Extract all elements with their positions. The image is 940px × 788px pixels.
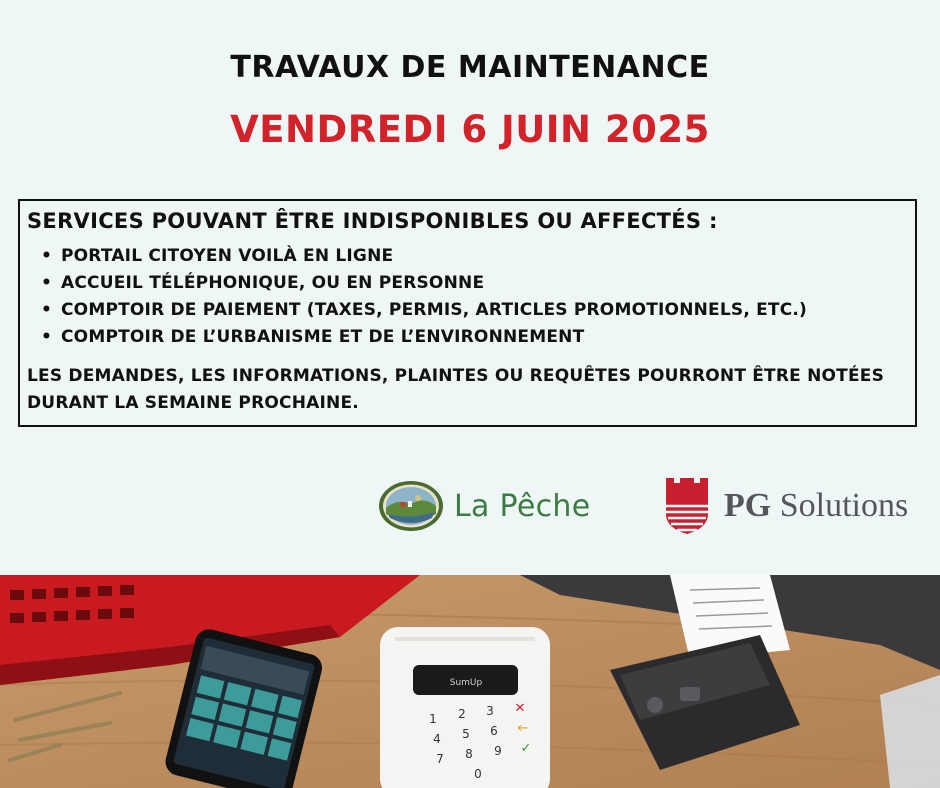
keypad-key: 1 bbox=[429, 712, 437, 726]
keypad-key: 2 bbox=[458, 707, 466, 721]
keypad-key: 4 bbox=[433, 732, 441, 746]
keypad-key: 7 bbox=[436, 752, 444, 766]
ok-key-icon: ✓ bbox=[520, 741, 532, 756]
services-list bbox=[27, 243, 915, 351]
list-item: • ACCUEIL TÉLÉPHONIQUE, OU EN PERSONNE bbox=[41, 270, 915, 297]
notice-footer: LES DEMANDES, LES INFORMATIONS, PLAINTES OU REQUÊTES POURRONT ÊTRE NOTÉES DURANT LA SEMAINE PROCHAINE. bbox=[27, 366, 885, 413]
keypad-key: 6 bbox=[490, 724, 498, 738]
lapeche-name: La Pêche bbox=[454, 488, 591, 524]
back-key-icon: ← bbox=[517, 721, 529, 736]
page-title: TRAVAUX DE MAINTENANCE bbox=[230, 50, 710, 85]
lapeche-logo bbox=[378, 480, 590, 532]
maintenance-date: VENDREDI 6 JUIN 2025 bbox=[230, 108, 710, 151]
keypad-key: 5 bbox=[462, 727, 470, 741]
lapeche-seal-icon bbox=[378, 480, 444, 532]
cancel-key-icon: ✕ bbox=[514, 701, 526, 716]
card-terminal bbox=[380, 627, 550, 788]
pg-solutions-logo bbox=[664, 476, 908, 536]
keypad-key: 3 bbox=[486, 704, 494, 718]
bullet-icon: • bbox=[41, 246, 53, 266]
list-item: • PORTAIL CITOYEN VOILÀ EN LIGNE bbox=[41, 243, 915, 270]
pg-shield-icon bbox=[664, 476, 710, 536]
keypad-key: 8 bbox=[465, 747, 473, 761]
notice-heading: SERVICES POUVANT ÊTRE INDISPONIBLES OU AFFECTÉS : bbox=[27, 209, 718, 233]
bullet-icon: • bbox=[41, 327, 53, 347]
bullet-icon: • bbox=[41, 273, 53, 293]
bullet-icon: • bbox=[41, 300, 53, 320]
payment-terminal-photo bbox=[0, 575, 940, 788]
pg-solutions-name: PG Solutions bbox=[724, 487, 909, 524]
terminal-screen-text: SumUp bbox=[449, 678, 483, 688]
keypad-key: 0 bbox=[474, 767, 482, 781]
list-item: • COMPTOIR DE PAIEMENT (TAXES, PERMIS, ARTICLES PROMOTIONNELS, ETC.) bbox=[41, 297, 915, 324]
keypad-key: 9 bbox=[494, 744, 502, 758]
notice-box bbox=[18, 199, 917, 427]
list-item: • COMPTOIR DE L’URBANISME ET DE L’ENVIRONNEMENT bbox=[41, 324, 915, 351]
